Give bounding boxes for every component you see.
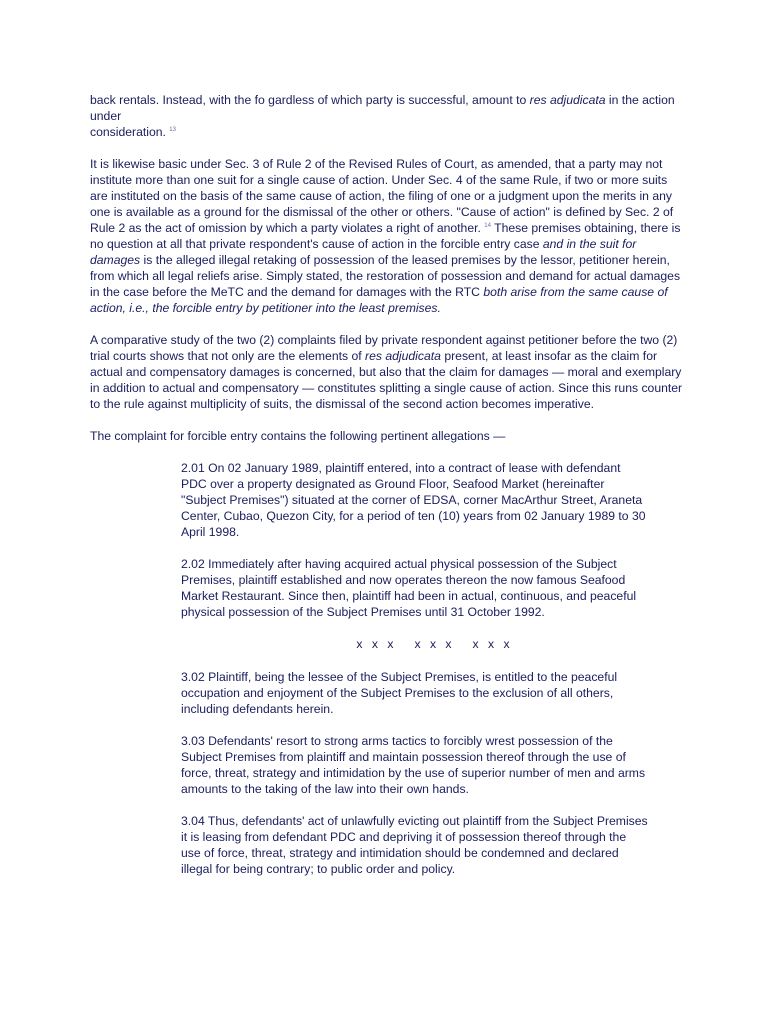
allegation-2-01: 2.01 On 02 January 1989, plaintiff entered, into a contract of lease with defendant PDC over a property designated as Ground Floor, Seafood Market (hereinafter "Subject Premises") situated at the corner of EDSA, corner MacArthur Street, Araneta Center, Cubao, Quezon City, for a period of ten (10) years from 02 January 1989 to 30 April 1998. [181, 461, 646, 539]
allegation-3-02: 3.02 Plaintiff, being the lessee of the Subject Premises, is entitled to the peaceful occupation and enjoyment of the Subject Premises to the exclusion of all others, including defendants herein. [181, 670, 618, 716]
footnote-marker-14[interactable]: 14 [484, 222, 491, 229]
omission-separator: x x x x x x x x x [356, 637, 511, 651]
allegation-2-02: 2.02 Immediately after having acquired actual physical possession of the Subject Premises, plaintiff established and now operates thereon the now famous Seafood Market Restaurant. Since then, plaintiff had been in actual, continuous, and peaceful physical possession of the Subject Premises until 31 October 1992. [181, 557, 637, 619]
footnote-marker-13[interactable]: 13 [169, 126, 176, 133]
paragraph-comparative-study: A comparative study of the two (2) complaints filed by private respondent against petitioner before the two (2) trial courts shows that not only are the elements of res adjudicata present, at least insofar as the claim for actual and compensatory damages is concerned, but also that the claim for damages — moral and exemplary in addition to actual and compensatory — constitutes splitting a single cause of action. Since this runs counter to the rule against multiplicity of suits, the dismissal of the second action becomes imperative. [90, 333, 683, 411]
allegations-block-a [181, 460, 648, 620]
allegation-3-04: 3.04 Thus, defendants' act of unlawfully evicting out plaintiff from the Subject Premises it is leasing from defendant PDC and depriving it of possession thereof through the use of force, threat, strategy and intimidation should be condemned and declared illegal for being contrary; to public order and policy. [181, 814, 648, 876]
allegation-3-03: 3.03 Defendants' resort to strong arms tactics to forcibly wrest possession of the Subject Premises from plaintiff and maintain possession thereof through the use of force, threat, strategy and intimidation by the use of superior number of men and arms amounts to the taking of the law into their own hands. [181, 734, 646, 796]
paragraph-cause-of-action: It is likewise basic under Sec. 3 of Rule 2 of the Revised Rules of Court, as amended, that a party may not institute more than one suit for a single cause of action. Under Sec. 4 of the same Rule, if two or more suits are instituted on the basis of the same cause of action, the filing of one or a judgment upon the merits in any one is available as a ground for the dismissal of the other or others. "Cause of action" is defined by Sec. 2 of Rule 2 as the act of omission by which a party violates a right of another. $^{14}$ These premises obtaining, there is no question at all that private respondent's cause of action in the forcible entry case and in the suit for damages is the alleged illegal retaking of possession of the leased premises by the lessor, petitioner herein, from which all legal reliefs arise. Simply stated, the restoration of possession and demand for actual damages in the case before the MeTC and the demand for damages with the RTC both arise from the same cause of action, i.e., the forcible entry by petitioner into the least premises. [90, 157, 681, 315]
allegations-block-b [181, 669, 648, 877]
paragraph-back-rentals: back rentals. Instead, with the fo gardless of which party is successful, amount to res adjudicata in the action under consideration. $^{13}$ [90, 93, 675, 139]
paragraph-complaint-intro: The complaint for forcible entry contains the following pertinent allegations — [90, 429, 506, 443]
